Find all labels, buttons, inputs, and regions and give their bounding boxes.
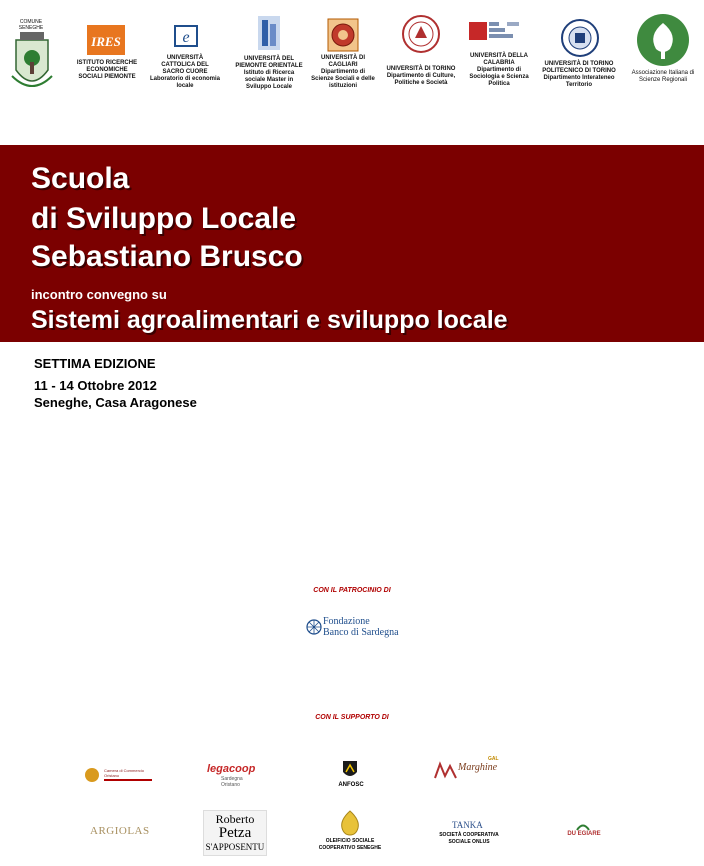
aisre-logo-icon [634, 13, 692, 67]
cagliari-seal-icon [327, 18, 359, 52]
cattolica-mark: e [182, 29, 190, 46]
camera-commercio-logo [84, 765, 156, 785]
tanka-mark: TANKA [452, 820, 483, 830]
fondazione-name-1: Fondazione [323, 616, 370, 627]
logo-caption-top: COMUNE SENEGHE [18, 19, 44, 31]
politecnico-caption: UNIVERSITÀ DI TORINO POLITECNICO DI TORINO Dipartimento Interateneo Territorio [542, 61, 616, 88]
ires-caption: ISTITUTO RICERCHE ECONOMICHE SOCIALI PIEMONTE [76, 60, 138, 80]
title-line-2: di Sviluppo Locale [31, 202, 297, 235]
fondazione-emblem-icon [305, 618, 323, 636]
legacoop-text: legacoop [207, 763, 256, 775]
banner-topic: Sistemi agroalimentari e sviluppo locale [31, 306, 508, 334]
anfosc-logo [336, 760, 366, 794]
ires-logo-icon [87, 25, 125, 55]
anfosc-text: ANFOSC [338, 782, 364, 788]
event-place: Seneghe, Casa Aragonese [34, 395, 197, 410]
banner-subtitle: incontro convegno su [31, 287, 167, 302]
comune-seneghe-crest-icon [10, 30, 54, 96]
ires-mark: IRES [91, 34, 121, 49]
du-egiare-text: DU EGIARE [567, 831, 601, 837]
piemonte-orientale-logo-icon [254, 14, 284, 52]
oleificio-logo [312, 810, 388, 856]
du-egiare-logo [564, 821, 604, 847]
gal-marghine-sub: GAL [488, 756, 499, 762]
aisre-caption: Associazione Italiana di Scienze Regionali [631, 70, 695, 83]
camera-commercio-underline [104, 779, 152, 781]
oleificio-text: OLEIFICIO SOCIALE COOPERATIVO SENEGHE [318, 838, 382, 851]
torino-seal-icon [401, 14, 441, 54]
tanka-text: SOCIETÀ COOPERATIVA SOCIALE ONLUS [439, 832, 499, 845]
fondazione-name-2: Banco di Sardegna [323, 627, 399, 638]
calabria-logo-icon [469, 20, 521, 42]
gal-marghine-logo [434, 756, 502, 786]
roberto-petza-line3: S'APPOSENTU [205, 842, 265, 852]
title-line-1: Scuola [31, 162, 130, 195]
piemonte-orientale-caption: UNIVERSITÀ DEL PIEMONTE ORIENTALE Istituto di Ricerca sociale Master in Sviluppo Locale [235, 56, 303, 90]
cagliari-caption: UNIVERSITÀ DI CAGLIARI Dipartimento di Scienze Sociali e delle istituzioni [311, 55, 375, 89]
title-line-3: Sebastiano Brusco [31, 240, 303, 273]
gal-marghine-emblem-icon [434, 760, 458, 780]
event-dates: 11 - 14 Ottobre 2012 [34, 378, 157, 393]
support-label: CON IL SUPPORTO DI [315, 714, 389, 721]
roberto-petza-line2: Petza [218, 825, 252, 841]
anfosc-emblem-icon [342, 760, 358, 780]
patronage-label: CON IL PATROCINIO DI [313, 587, 391, 594]
legacoop-logo [197, 763, 257, 789]
tanka-logo [434, 820, 504, 850]
politecnico-seal-icon [560, 18, 600, 58]
camera-commercio-text: Camera di Commercio Oristano [104, 768, 145, 778]
cattolica-logo-icon [173, 24, 199, 48]
argiolas-logo: ARGIOLAS [90, 825, 150, 837]
camera-commercio-emblem-icon [84, 767, 100, 783]
cattolica-caption: UNIVERSITÀ CATTOLICA DEL SACRO CUORE Laboratorio di economia locale [150, 55, 221, 89]
edition-label: SETTIMA EDIZIONE [34, 356, 156, 371]
roberto-petza-logo [203, 810, 267, 856]
legacoop-sub: Sardegna Oristano [221, 776, 243, 788]
roberto-petza-line1: Roberto [215, 812, 255, 826]
torino-caption: UNIVERSITÀ DI TORINO Dipartimento di Culture, Politiche e Società [386, 66, 456, 86]
gal-marghine-text: Marghine [458, 762, 498, 773]
du-egiare-emblem-icon [576, 821, 590, 831]
calabria-caption: UNIVERSITÀ DELLA CALABRIA Dipartimento di Sociologia e Scienza Politica [469, 53, 529, 87]
oleificio-emblem-icon [338, 810, 362, 836]
fondazione-logo [305, 616, 415, 642]
